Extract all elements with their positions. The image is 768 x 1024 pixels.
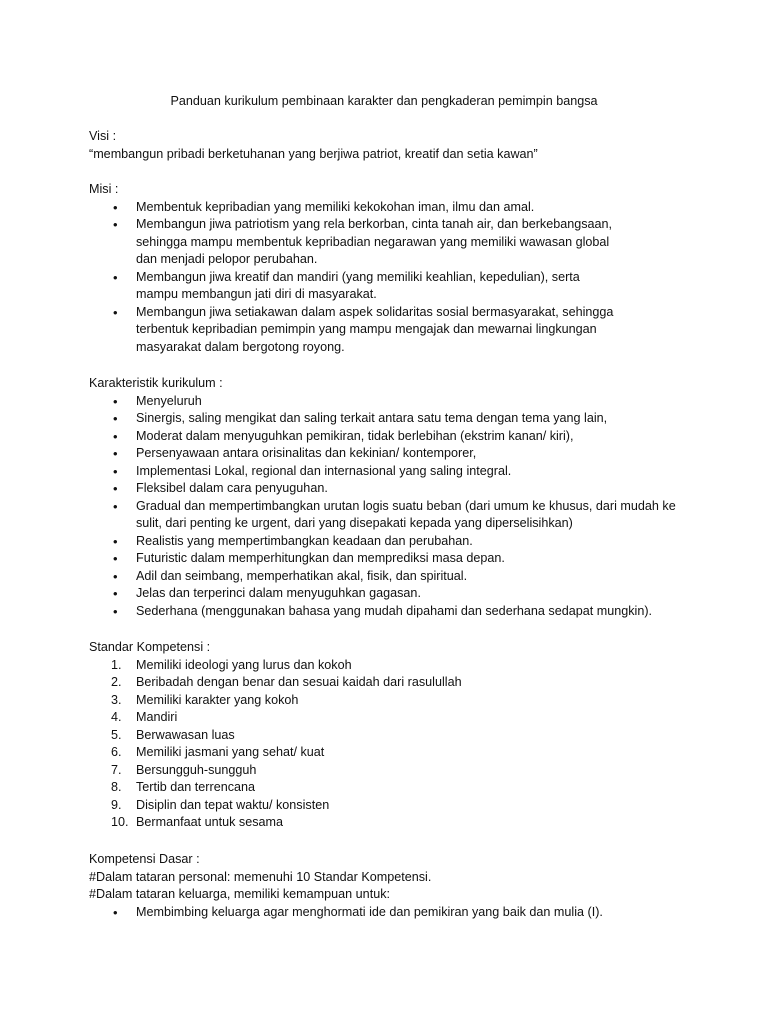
misi-item: • Membentuk kepribadian yang memiliki kekokohan iman, ilmu dan amal.: [89, 199, 689, 217]
karakteristik-item: • Sinergis, saling mengikat dan saling terkait antara satu tema dengan tema yang lain,: [89, 410, 689, 428]
visi-heading: Visi :: [89, 129, 117, 143]
misi-item: • Membangun jiwa setiakawan dalam aspek solidaritas sosial bermasyarakat, sehingga terbentuk kepribadian pemimpin yang mampu mengajak dan mewarnai lingkungan masyarakat dalam bergotong royong.: [89, 304, 689, 357]
misi-item: • Membangun jiwa kreatif dan mandiri (yang memiliki keahlian, kepedulian), serta mampu membangun jati diri di masyarakat.: [89, 269, 689, 304]
standar-item: 9. Disiplin dan tepat waktu/ konsisten: [111, 797, 330, 812]
standar-section: [89, 639, 689, 832]
karakteristik-item: • Futuristic dalam memperhitungkan dan memprediksi masa depan.: [89, 550, 689, 568]
kompetensi-dasar-list: [89, 904, 689, 922]
misi-item: • Membangun jiwa patriotism yang rela berkorban, cinta tanah air, dan berkebangsaan, sehingga mampu membentuk kepribadian negarawan yang memiliki wawasan global dan menjadi pelopor perubahan.: [89, 216, 689, 269]
karakteristik-item: • Sederhana (menggunakan bahasa yang mudah dipahami dan sederhana sedapat mungkin).: [89, 603, 689, 621]
visi-text: “membangun pribadi berketuhanan yang berjiwa patriot, kreatif dan setia kawan”: [89, 146, 538, 161]
karakteristik-item: • Realistis yang mempertimbangkan keadaan dan perubahan.: [89, 533, 689, 551]
karakteristik-item: • Menyeluruh: [89, 393, 689, 411]
karakteristik-item: • Jelas dan terperinci dalam menyuguhkan gagasan.: [89, 585, 689, 603]
standar-item: 7. Bersungguh-sungguh: [111, 762, 257, 777]
visi-section: [89, 128, 689, 163]
standar-list: [89, 657, 689, 832]
standar-item: 4. Mandiri: [111, 710, 178, 724]
standar-item: 3. Memiliki karakter yang kokoh: [111, 692, 299, 707]
standar-item: 10. Bermanfaat untuk sesama: [111, 815, 284, 829]
misi-list: [89, 199, 689, 357]
kompetensi-dasar-keluarga: #Dalam tataran keluarga, memiliki kemampuan untuk:: [89, 887, 390, 901]
karakteristik-section: [89, 375, 689, 620]
karakteristik-item: • Adil dan seimbang, memperhatikan akal, fisik, dan spiritual.: [89, 568, 689, 586]
kompetensi-dasar-item: • Membimbing keluarga agar menghormati ide dan pemikiran yang baik dan mulia (I).: [89, 904, 689, 922]
karakteristik-heading: Karakteristik kurikulum :: [89, 376, 223, 390]
document-title: Panduan kurikulum pembinaan karakter dan pengkaderan pemimpin bangsa: [170, 94, 598, 108]
standar-item: 5. Berwawasan luas: [111, 727, 235, 742]
karakteristik-item: • Gradual dan mempertimbangkan urutan logis suatu beban (dari umum ke khusus, dari mudah ke sulit, dari penting ke urgent, dari yang disepakati kepada yang diperselisihkan): [89, 498, 689, 533]
misi-heading: Misi :: [89, 182, 119, 196]
standar-item: 1. Memiliki ideologi yang lurus dan kokoh: [111, 657, 352, 672]
karakteristik-item: • Persenyawaan antara orisinalitas dan kekinian/ kontemporer,: [89, 445, 689, 463]
standar-item: 2. Beribadah dengan benar dan sesuai kaidah dari rasulullah: [111, 675, 462, 689]
kompetensi-dasar-heading: Kompetensi Dasar :: [89, 852, 200, 866]
standar-heading: Standar Kompetensi :: [89, 640, 211, 654]
misi-section: [89, 181, 689, 356]
standar-item: 6. Memiliki jasmani yang sehat/ kuat: [111, 745, 325, 759]
karakteristik-item: • Moderat dalam menyuguhkan pemikiran, tidak berlebihan (ekstrim kanan/ kiri),: [89, 428, 689, 446]
karakteristik-item: • Fleksibel dalam cara penyuguhan.: [89, 480, 689, 498]
standar-item: 8. Tertib dan terrencana: [111, 780, 256, 794]
kompetensi-dasar-section: [89, 851, 689, 921]
kompetensi-dasar-personal: #Dalam tataran personal: memenuhi 10 Standar Kompetensi.: [89, 869, 432, 884]
karakteristik-list: [89, 393, 689, 621]
karakteristik-item: • Implementasi Lokal, regional dan internasional yang saling integral.: [89, 463, 689, 481]
